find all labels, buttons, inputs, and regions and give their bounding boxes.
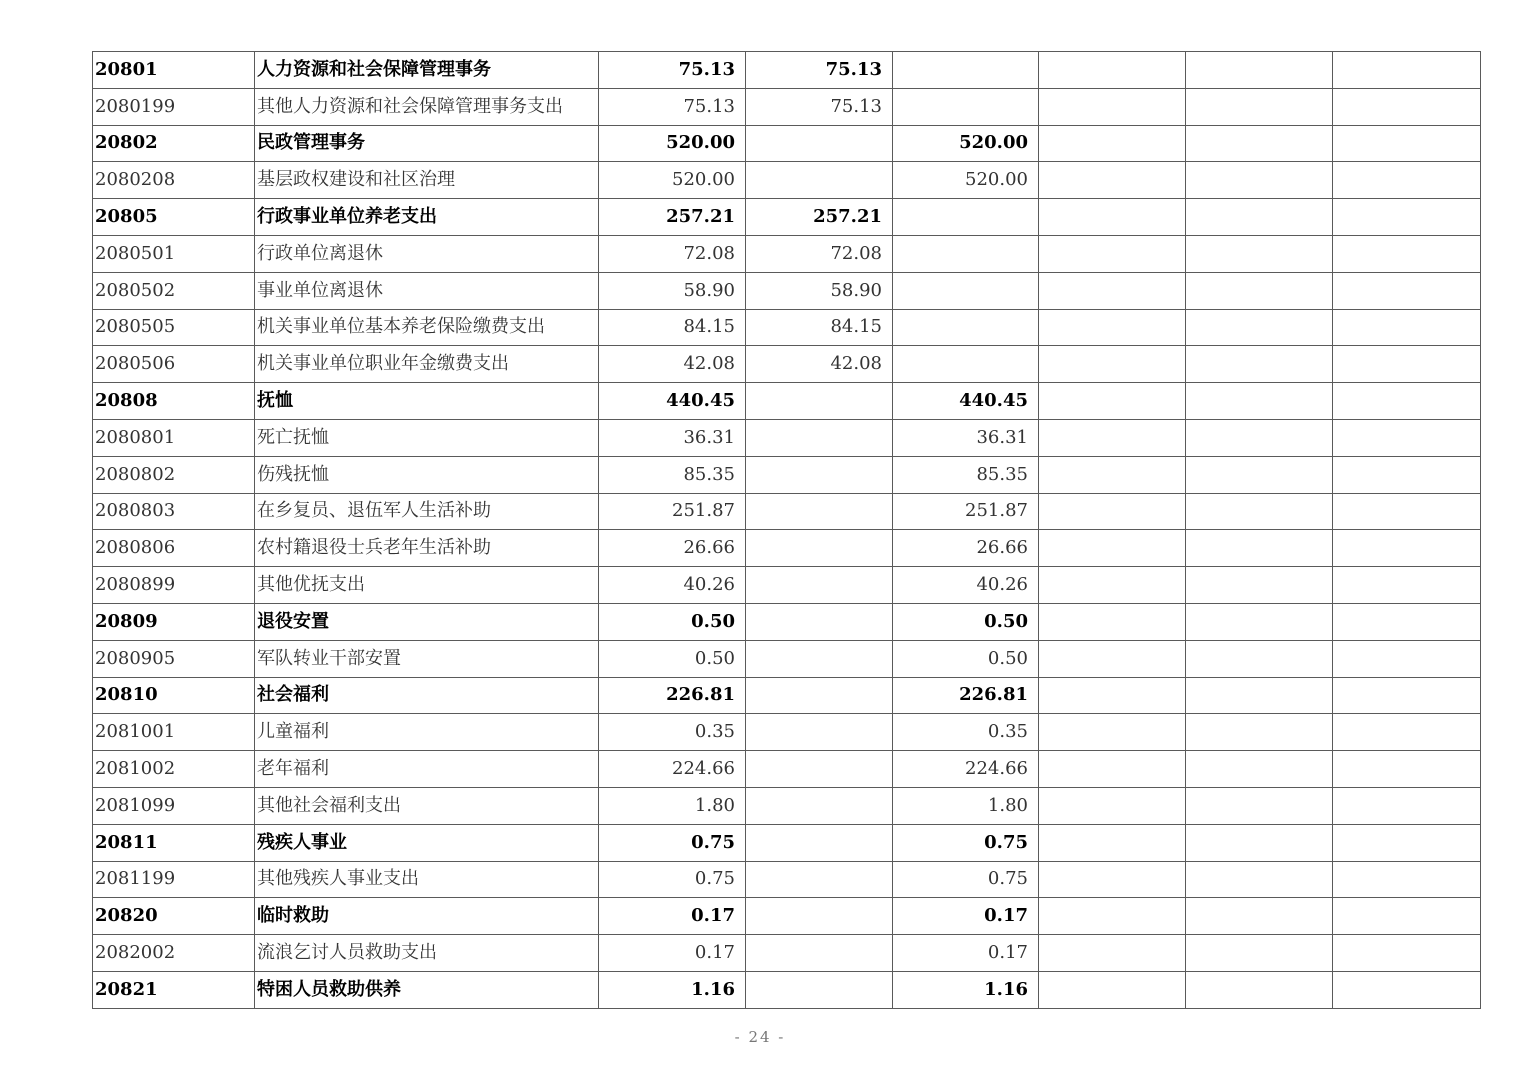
cell-code: 2080802	[93, 456, 255, 493]
cell-empty	[1333, 677, 1481, 714]
cell-basic	[746, 971, 893, 1008]
cell-code: 20801	[93, 52, 255, 89]
cell-empty	[1333, 787, 1481, 824]
table-row-category	[93, 125, 1481, 162]
cell-empty	[1186, 235, 1333, 272]
cell-code: 2080899	[93, 567, 255, 604]
cell-total: 0.75	[599, 824, 746, 861]
cell-code: 2080801	[93, 419, 255, 456]
cell-total: 75.13	[599, 52, 746, 89]
cell-empty	[1333, 125, 1481, 162]
table-row-item	[93, 640, 1481, 677]
cell-name: 事业单位离退休	[255, 272, 599, 309]
cell-code: 20809	[93, 603, 255, 640]
table-row-category	[93, 971, 1481, 1008]
cell-empty	[1039, 530, 1186, 567]
table-row-category	[93, 383, 1481, 420]
cell-code: 2080208	[93, 162, 255, 199]
table-row-category	[93, 52, 1481, 89]
cell-empty	[1186, 567, 1333, 604]
cell-empty	[1186, 640, 1333, 677]
budget-table	[92, 51, 1481, 1009]
cell-total: 58.90	[599, 272, 746, 309]
cell-empty	[1186, 530, 1333, 567]
cell-empty	[1333, 603, 1481, 640]
cell-name: 行政事业单位养老支出	[255, 199, 599, 236]
cell-project: 36.31	[893, 419, 1039, 456]
cell-code: 2081099	[93, 787, 255, 824]
cell-project: 224.66	[893, 751, 1039, 788]
cell-empty	[1333, 346, 1481, 383]
cell-project	[893, 88, 1039, 125]
cell-name: 民政管理事务	[255, 125, 599, 162]
cell-empty	[1039, 125, 1186, 162]
cell-empty	[1186, 125, 1333, 162]
cell-name: 机关事业单位职业年金缴费支出	[255, 346, 599, 383]
table-row-item	[93, 346, 1481, 383]
cell-code: 2080199	[93, 88, 255, 125]
cell-empty	[1186, 162, 1333, 199]
cell-name: 人力资源和社会保障管理事务	[255, 52, 599, 89]
table-row-category	[93, 824, 1481, 861]
cell-name: 特困人员救助供养	[255, 971, 599, 1008]
cell-name: 其他残疾人事业支出	[255, 861, 599, 898]
cell-code: 20821	[93, 971, 255, 1008]
cell-empty	[1186, 824, 1333, 861]
cell-basic	[746, 861, 893, 898]
cell-empty	[1186, 272, 1333, 309]
cell-empty	[1186, 861, 1333, 898]
cell-empty	[1333, 52, 1481, 89]
cell-name: 死亡抚恤	[255, 419, 599, 456]
cell-empty	[1186, 971, 1333, 1008]
cell-code: 20810	[93, 677, 255, 714]
table-row-item	[93, 714, 1481, 751]
cell-name: 其他优抚支出	[255, 567, 599, 604]
cell-empty	[1039, 235, 1186, 272]
cell-empty	[1039, 971, 1186, 1008]
cell-name: 临时救助	[255, 898, 599, 935]
cell-code: 2080905	[93, 640, 255, 677]
cell-empty	[1039, 493, 1186, 530]
cell-total: 0.75	[599, 861, 746, 898]
cell-empty	[1039, 383, 1186, 420]
cell-empty	[1039, 309, 1186, 346]
cell-empty	[1186, 419, 1333, 456]
cell-basic	[746, 751, 893, 788]
cell-total: 226.81	[599, 677, 746, 714]
table-row-item	[93, 309, 1481, 346]
cell-basic: 75.13	[746, 52, 893, 89]
cell-project: 440.45	[893, 383, 1039, 420]
cell-basic	[746, 383, 893, 420]
cell-code: 2081001	[93, 714, 255, 751]
cell-total: 0.17	[599, 935, 746, 972]
cell-empty	[1039, 640, 1186, 677]
cell-total: 0.50	[599, 640, 746, 677]
cell-basic	[746, 603, 893, 640]
cell-project: 40.26	[893, 567, 1039, 604]
table-row-category	[93, 898, 1481, 935]
cell-basic	[746, 677, 893, 714]
cell-project: 26.66	[893, 530, 1039, 567]
cell-empty	[1333, 530, 1481, 567]
table-row-item	[93, 751, 1481, 788]
cell-code: 2081002	[93, 751, 255, 788]
cell-basic	[746, 935, 893, 972]
cell-project: 0.17	[893, 935, 1039, 972]
table-row-category	[93, 677, 1481, 714]
cell-total: 75.13	[599, 88, 746, 125]
cell-empty	[1333, 640, 1481, 677]
cell-basic	[746, 787, 893, 824]
cell-total: 42.08	[599, 346, 746, 383]
cell-basic	[746, 567, 893, 604]
cell-basic: 84.15	[746, 309, 893, 346]
cell-total: 257.21	[599, 199, 746, 236]
cell-empty	[1333, 751, 1481, 788]
cell-empty	[1039, 603, 1186, 640]
cell-empty	[1186, 52, 1333, 89]
cell-total: 72.08	[599, 235, 746, 272]
cell-basic	[746, 714, 893, 751]
table-row-item	[93, 787, 1481, 824]
cell-name: 农村籍退役士兵老年生活补助	[255, 530, 599, 567]
cell-empty	[1039, 419, 1186, 456]
table-row-item	[93, 456, 1481, 493]
cell-total: 520.00	[599, 125, 746, 162]
cell-empty	[1333, 456, 1481, 493]
cell-empty	[1186, 935, 1333, 972]
cell-project	[893, 346, 1039, 383]
cell-empty	[1333, 824, 1481, 861]
cell-project	[893, 272, 1039, 309]
cell-empty	[1333, 272, 1481, 309]
cell-project	[893, 235, 1039, 272]
cell-basic	[746, 419, 893, 456]
cell-project: 1.16	[893, 971, 1039, 1008]
cell-basic	[746, 456, 893, 493]
table-row-item	[93, 272, 1481, 309]
table-row-item	[93, 235, 1481, 272]
cell-project	[893, 309, 1039, 346]
cell-basic: 257.21	[746, 199, 893, 236]
cell-total: 1.80	[599, 787, 746, 824]
cell-basic	[746, 530, 893, 567]
cell-code: 2080806	[93, 530, 255, 567]
cell-name: 社会福利	[255, 677, 599, 714]
cell-name: 在乡复员、退伍军人生活补助	[255, 493, 599, 530]
table-row-item	[93, 935, 1481, 972]
cell-basic	[746, 640, 893, 677]
cell-empty	[1186, 787, 1333, 824]
table-row-category	[93, 199, 1481, 236]
cell-project: 85.35	[893, 456, 1039, 493]
cell-empty	[1333, 88, 1481, 125]
cell-project: 520.00	[893, 162, 1039, 199]
page-number: - 24 -	[734, 1028, 786, 1046]
cell-name: 基层政权建设和社区治理	[255, 162, 599, 199]
cell-code: 2080502	[93, 272, 255, 309]
cell-total: 36.31	[599, 419, 746, 456]
cell-empty	[1186, 88, 1333, 125]
cell-project: 0.75	[893, 861, 1039, 898]
cell-empty	[1333, 162, 1481, 199]
cell-empty	[1039, 898, 1186, 935]
table-row-item	[93, 861, 1481, 898]
cell-project: 0.35	[893, 714, 1039, 751]
cell-total: 84.15	[599, 309, 746, 346]
cell-basic: 72.08	[746, 235, 893, 272]
cell-project: 0.75	[893, 824, 1039, 861]
cell-code: 2080803	[93, 493, 255, 530]
cell-basic	[746, 125, 893, 162]
cell-empty	[1186, 199, 1333, 236]
cell-name: 流浪乞讨人员救助支出	[255, 935, 599, 972]
cell-empty	[1039, 346, 1186, 383]
cell-basic	[746, 898, 893, 935]
cell-empty	[1333, 714, 1481, 751]
cell-empty	[1333, 567, 1481, 604]
cell-total: 40.26	[599, 567, 746, 604]
cell-code: 20820	[93, 898, 255, 935]
cell-project: 0.50	[893, 640, 1039, 677]
cell-total: 26.66	[599, 530, 746, 567]
cell-empty	[1186, 751, 1333, 788]
cell-project: 0.17	[893, 898, 1039, 935]
cell-code: 2080501	[93, 235, 255, 272]
table-body	[93, 52, 1481, 1009]
cell-name: 抚恤	[255, 383, 599, 420]
cell-empty	[1039, 677, 1186, 714]
cell-total: 0.35	[599, 714, 746, 751]
cell-empty	[1039, 751, 1186, 788]
cell-code: 2080505	[93, 309, 255, 346]
cell-code: 20808	[93, 383, 255, 420]
table-row-item	[93, 567, 1481, 604]
cell-total: 224.66	[599, 751, 746, 788]
cell-code: 20802	[93, 125, 255, 162]
table-row-category	[93, 603, 1481, 640]
cell-empty	[1039, 88, 1186, 125]
cell-empty	[1186, 346, 1333, 383]
cell-project	[893, 52, 1039, 89]
cell-total: 0.50	[599, 603, 746, 640]
cell-name: 其他人力资源和社会保障管理事务支出	[255, 88, 599, 125]
cell-name: 退役安置	[255, 603, 599, 640]
cell-name: 老年福利	[255, 751, 599, 788]
table-row-item	[93, 419, 1481, 456]
cell-empty	[1039, 456, 1186, 493]
cell-empty	[1039, 162, 1186, 199]
cell-empty	[1186, 456, 1333, 493]
cell-project: 520.00	[893, 125, 1039, 162]
cell-basic: 42.08	[746, 346, 893, 383]
cell-name: 机关事业单位基本养老保险缴费支出	[255, 309, 599, 346]
cell-empty	[1333, 235, 1481, 272]
cell-empty	[1039, 567, 1186, 604]
cell-name: 残疾人事业	[255, 824, 599, 861]
cell-basic	[746, 493, 893, 530]
cell-empty	[1186, 493, 1333, 530]
cell-empty	[1039, 861, 1186, 898]
cell-name: 其他社会福利支出	[255, 787, 599, 824]
table-row-item	[93, 530, 1481, 567]
cell-basic	[746, 162, 893, 199]
cell-empty	[1333, 861, 1481, 898]
cell-code: 20805	[93, 199, 255, 236]
cell-empty	[1039, 52, 1186, 89]
cell-empty	[1186, 714, 1333, 751]
cell-basic: 75.13	[746, 88, 893, 125]
cell-name: 行政单位离退休	[255, 235, 599, 272]
cell-project: 226.81	[893, 677, 1039, 714]
cell-basic: 58.90	[746, 272, 893, 309]
cell-empty	[1039, 272, 1186, 309]
cell-project: 251.87	[893, 493, 1039, 530]
cell-empty	[1333, 935, 1481, 972]
table-row-item	[93, 88, 1481, 125]
cell-empty	[1039, 935, 1186, 972]
cell-empty	[1333, 383, 1481, 420]
cell-total: 440.45	[599, 383, 746, 420]
cell-name: 儿童福利	[255, 714, 599, 751]
cell-code: 2082002	[93, 935, 255, 972]
cell-empty	[1333, 898, 1481, 935]
cell-code: 20811	[93, 824, 255, 861]
cell-code: 2081199	[93, 861, 255, 898]
cell-empty	[1186, 603, 1333, 640]
cell-total: 251.87	[599, 493, 746, 530]
cell-empty	[1186, 898, 1333, 935]
cell-empty	[1333, 309, 1481, 346]
cell-empty	[1039, 714, 1186, 751]
cell-total: 0.17	[599, 898, 746, 935]
cell-basic	[746, 824, 893, 861]
cell-empty	[1186, 383, 1333, 420]
cell-empty	[1333, 419, 1481, 456]
cell-total: 85.35	[599, 456, 746, 493]
cell-code: 2080506	[93, 346, 255, 383]
cell-empty	[1039, 199, 1186, 236]
cell-project: 1.80	[893, 787, 1039, 824]
cell-total: 1.16	[599, 971, 746, 1008]
cell-empty	[1333, 971, 1481, 1008]
table-row-item	[93, 493, 1481, 530]
cell-empty	[1186, 309, 1333, 346]
cell-project	[893, 199, 1039, 236]
cell-empty	[1039, 824, 1186, 861]
table-row-item	[93, 162, 1481, 199]
cell-project: 0.50	[893, 603, 1039, 640]
cell-empty	[1186, 677, 1333, 714]
cell-empty	[1333, 199, 1481, 236]
cell-total: 520.00	[599, 162, 746, 199]
cell-name: 军队转业干部安置	[255, 640, 599, 677]
cell-name: 伤残抚恤	[255, 456, 599, 493]
cell-empty	[1333, 493, 1481, 530]
cell-empty	[1039, 787, 1186, 824]
